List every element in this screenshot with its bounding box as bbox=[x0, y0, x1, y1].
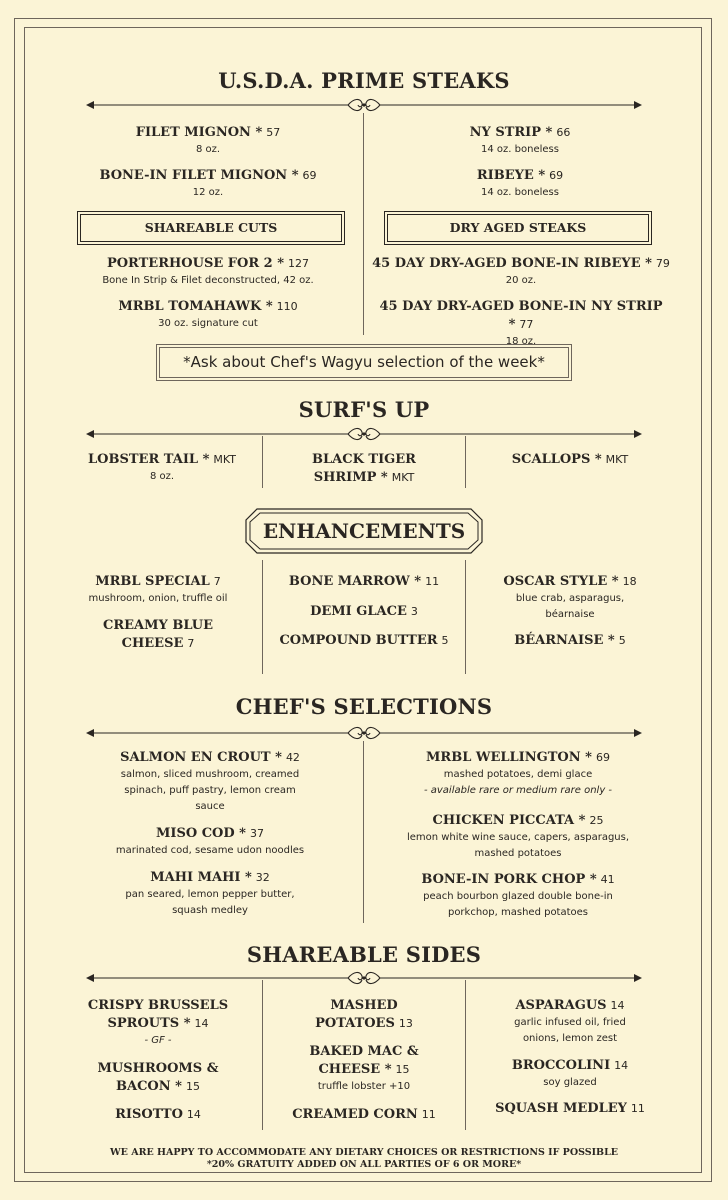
surf-column-rule bbox=[262, 436, 263, 488]
item-availability-note: - available rare or medium rare only - bbox=[423, 785, 613, 796]
steaks-column-rule bbox=[363, 113, 364, 335]
sides-column-rule bbox=[262, 980, 263, 1130]
menu-item bbox=[266, 603, 462, 621]
item-description: onions, lemon zest bbox=[522, 1033, 618, 1044]
menu-item bbox=[266, 997, 462, 1033]
item-price: 14 bbox=[610, 999, 625, 1012]
item-name: BROCCOLINI bbox=[511, 1058, 611, 1073]
menu-item bbox=[266, 1043, 462, 1095]
menu-item bbox=[60, 1060, 256, 1096]
item-price: 11 bbox=[630, 1102, 645, 1115]
menu-item bbox=[398, 167, 642, 201]
item-name: SHRIMP * bbox=[313, 470, 388, 485]
item-name: BONE-IN FILET MIGNON * bbox=[99, 168, 299, 183]
surf-column-rule bbox=[465, 436, 466, 488]
item-description: spinach, puff pastry, lemon cream bbox=[124, 785, 296, 796]
item-description: pan seared, lemon pepper butter, bbox=[125, 889, 295, 900]
menu-item bbox=[470, 1057, 670, 1091]
item-price: 69 bbox=[302, 169, 317, 182]
item-name: CHICKEN PICCATA * bbox=[432, 813, 586, 828]
item-description: garlic infused oil, fried bbox=[514, 1017, 626, 1028]
menu-item bbox=[60, 573, 256, 607]
steaks-title: U.S.D.A. PRIME STEAKS bbox=[218, 68, 510, 93]
item-name: CRISPY BRUSSELS bbox=[87, 998, 229, 1013]
menu-item bbox=[470, 997, 670, 1047]
item-price: MKT bbox=[213, 453, 236, 466]
item-description: 8 oz. bbox=[195, 144, 221, 155]
item-name: POTATOES bbox=[315, 1016, 395, 1031]
item-description: peach bourbon glazed double bone-in bbox=[423, 891, 613, 902]
surf-title: SURF'S UP bbox=[298, 397, 430, 422]
item-price: 79 bbox=[655, 257, 670, 270]
ornamental-divider-icon bbox=[86, 724, 642, 742]
menu-item bbox=[470, 451, 670, 469]
item-description: 8 oz. bbox=[149, 471, 175, 482]
item-price: 13 bbox=[398, 1017, 413, 1030]
item-price: 57 bbox=[266, 126, 281, 139]
item-description: mashed potatoes, demi glace bbox=[443, 769, 593, 780]
item-price: 18 bbox=[622, 575, 637, 588]
item-name: BÉARNAISE * bbox=[514, 633, 615, 648]
item-name: MISO COD * bbox=[156, 826, 246, 841]
item-name: 45 DAY DRY-AGED BONE-IN NY STRIP * bbox=[379, 299, 663, 332]
enhancements-banner bbox=[245, 508, 483, 554]
item-price: 77 bbox=[519, 318, 534, 331]
item-price: 41 bbox=[600, 873, 615, 886]
menu-item bbox=[60, 255, 356, 289]
item-description: sauce bbox=[195, 801, 225, 812]
item-price: 7 bbox=[187, 637, 195, 650]
item-price: 14 bbox=[194, 1017, 209, 1030]
wagyu-note: *Ask about Chef's Wagyu selection of the week* bbox=[159, 347, 569, 378]
item-name: MAHI MAHI * bbox=[150, 870, 252, 885]
menu-item bbox=[60, 869, 360, 919]
menu-item bbox=[470, 1100, 670, 1118]
menu-item bbox=[86, 124, 330, 158]
item-price: 14 bbox=[614, 1059, 629, 1072]
item-price: 32 bbox=[255, 871, 270, 884]
menu-item bbox=[368, 812, 668, 862]
menu-item bbox=[366, 298, 676, 350]
menu-item bbox=[60, 997, 256, 1049]
item-name: NY STRIP * bbox=[469, 125, 553, 140]
menu-item bbox=[60, 825, 360, 859]
item-description: 12 oz. bbox=[192, 187, 224, 198]
item-price: 37 bbox=[249, 827, 264, 840]
menu-item bbox=[60, 298, 356, 332]
item-name: CHEESE * bbox=[318, 1062, 392, 1077]
menu-item bbox=[60, 617, 256, 653]
menu-item bbox=[368, 749, 668, 799]
item-description: Bone In Strip & Filet deconstructed, 42 oz. bbox=[102, 275, 314, 286]
item-description: lemon white wine sauce, capers, asparagus, bbox=[406, 832, 630, 843]
item-name: LOBSTER TAIL * bbox=[88, 452, 210, 467]
item-name: MRBL TOMAHAWK * bbox=[118, 299, 273, 314]
item-description: salmon, sliced mushroom, creamed bbox=[120, 769, 300, 780]
item-name: BONE-IN PORK CHOP * bbox=[421, 872, 597, 887]
menu-item bbox=[266, 573, 462, 591]
chefs-title: CHEF'S SELECTIONS bbox=[235, 694, 493, 719]
enhancements-column-rule bbox=[262, 560, 263, 674]
item-price: 110 bbox=[276, 300, 298, 313]
item-name: 45 DAY DRY-AGED BONE-IN RIBEYE * bbox=[372, 256, 652, 271]
item-price: 25 bbox=[589, 814, 604, 827]
item-description: 30 oz. signature cut bbox=[158, 318, 258, 329]
item-name: OSCAR STYLE * bbox=[503, 574, 619, 589]
item-name: MRBL WELLINGTON * bbox=[426, 750, 592, 765]
sides-column-rule bbox=[465, 980, 466, 1130]
item-description: mashed potatoes bbox=[474, 848, 562, 859]
ornamental-divider-icon bbox=[86, 425, 642, 443]
item-description: mushroom, onion, truffle oil bbox=[88, 593, 228, 604]
item-name: RIBEYE * bbox=[476, 168, 546, 183]
menu-item bbox=[266, 632, 462, 650]
dry-aged-label: DRY AGED STEAKS bbox=[387, 214, 649, 242]
item-name: BONE MARROW * bbox=[288, 574, 422, 589]
item-name: SCALLOPS * bbox=[511, 452, 602, 467]
shareable-cuts-label: SHAREABLE CUTS bbox=[80, 214, 342, 242]
item-name: PORTERHOUSE FOR 2 * bbox=[106, 256, 285, 271]
item-price: 11 bbox=[421, 1108, 436, 1121]
ornamental-divider-icon bbox=[86, 969, 642, 987]
item-name: RISOTTO bbox=[115, 1107, 183, 1122]
gratuity-note: *20% GRATUITY ADDED ON ALL PARTIES OF 6 OR MORE* bbox=[206, 1159, 522, 1170]
item-description: porkchop, mashed potatoes bbox=[447, 907, 589, 918]
item-price: 42 bbox=[285, 751, 300, 764]
menu-item bbox=[470, 573, 670, 623]
item-price: MKT bbox=[391, 471, 415, 484]
chefs-column-rule bbox=[363, 741, 364, 923]
menu-item bbox=[60, 1106, 256, 1124]
item-name: ASPARAGUS bbox=[515, 998, 607, 1013]
item-name: BLACK TIGER bbox=[312, 452, 416, 467]
item-description: squash medley bbox=[172, 905, 248, 916]
item-price: 7 bbox=[213, 575, 221, 588]
item-description: marinated cod, sesame udon noodles bbox=[115, 845, 305, 856]
menu-item bbox=[72, 451, 252, 485]
enhancements-title: ENHANCEMENTS bbox=[262, 519, 466, 543]
enhancements-column-rule bbox=[465, 560, 466, 674]
item-name: CREAMED CORN bbox=[292, 1107, 418, 1122]
item-price: 3 bbox=[410, 605, 418, 618]
menu-item bbox=[398, 124, 642, 158]
menu-item bbox=[266, 1106, 462, 1124]
item-name: CHEESE bbox=[121, 636, 184, 651]
item-description: béarnaise bbox=[545, 609, 595, 620]
item-price: 69 bbox=[549, 169, 564, 182]
item-name: MRBL SPECIAL bbox=[95, 574, 210, 589]
item-price: MKT bbox=[605, 453, 629, 466]
item-price: 127 bbox=[288, 257, 310, 270]
item-description: 14 oz. boneless bbox=[481, 144, 559, 155]
item-name: BAKED MAC & bbox=[309, 1044, 419, 1059]
dietary-note: WE ARE HAPPY TO ACCOMMODATE ANY DIETARY CHOICES OR RESTRICTIONS IF POSSIBLE bbox=[110, 1147, 618, 1158]
item-name: BACON * bbox=[116, 1079, 182, 1094]
item-description: truffle lobster +10 bbox=[317, 1081, 411, 1092]
ornamental-divider-icon bbox=[86, 96, 642, 114]
sides-title: SHAREABLE SIDES bbox=[246, 942, 482, 967]
item-price: 14 bbox=[186, 1108, 201, 1121]
item-name: COMPOUND BUTTER bbox=[279, 633, 438, 648]
menu-item bbox=[470, 632, 670, 650]
item-name: MASHED bbox=[330, 998, 398, 1013]
item-name: MUSHROOMS & bbox=[97, 1061, 219, 1076]
item-price: 5 bbox=[441, 634, 449, 647]
item-name: FILET MIGNON * bbox=[135, 125, 263, 140]
item-description: soy glazed bbox=[543, 1077, 597, 1088]
item-description: blue crab, asparagus, bbox=[515, 593, 625, 604]
item-price: 15 bbox=[185, 1080, 200, 1093]
item-name: SALMON EN CROUT * bbox=[120, 750, 282, 765]
item-name: SPROUTS * bbox=[107, 1016, 191, 1031]
item-description: 20 oz. bbox=[505, 275, 537, 286]
menu-item bbox=[266, 451, 462, 487]
menu-item bbox=[366, 255, 676, 289]
item-price: 66 bbox=[556, 126, 571, 139]
item-price: 69 bbox=[595, 751, 610, 764]
item-name: DEMI GLACE bbox=[310, 604, 407, 619]
item-name: SQUASH MEDLEY bbox=[495, 1101, 627, 1116]
item-dietary-tag: - GF - bbox=[144, 1035, 172, 1046]
item-price: 5 bbox=[618, 634, 626, 647]
menu-item bbox=[60, 749, 360, 815]
item-name: CREAMY BLUE bbox=[102, 618, 213, 633]
item-description: 18 oz. bbox=[505, 336, 537, 347]
item-price: 15 bbox=[395, 1063, 410, 1076]
menu-item bbox=[86, 167, 330, 201]
item-price: 11 bbox=[425, 575, 440, 588]
item-description: 14 oz. boneless bbox=[481, 187, 559, 198]
menu-item bbox=[368, 871, 668, 921]
